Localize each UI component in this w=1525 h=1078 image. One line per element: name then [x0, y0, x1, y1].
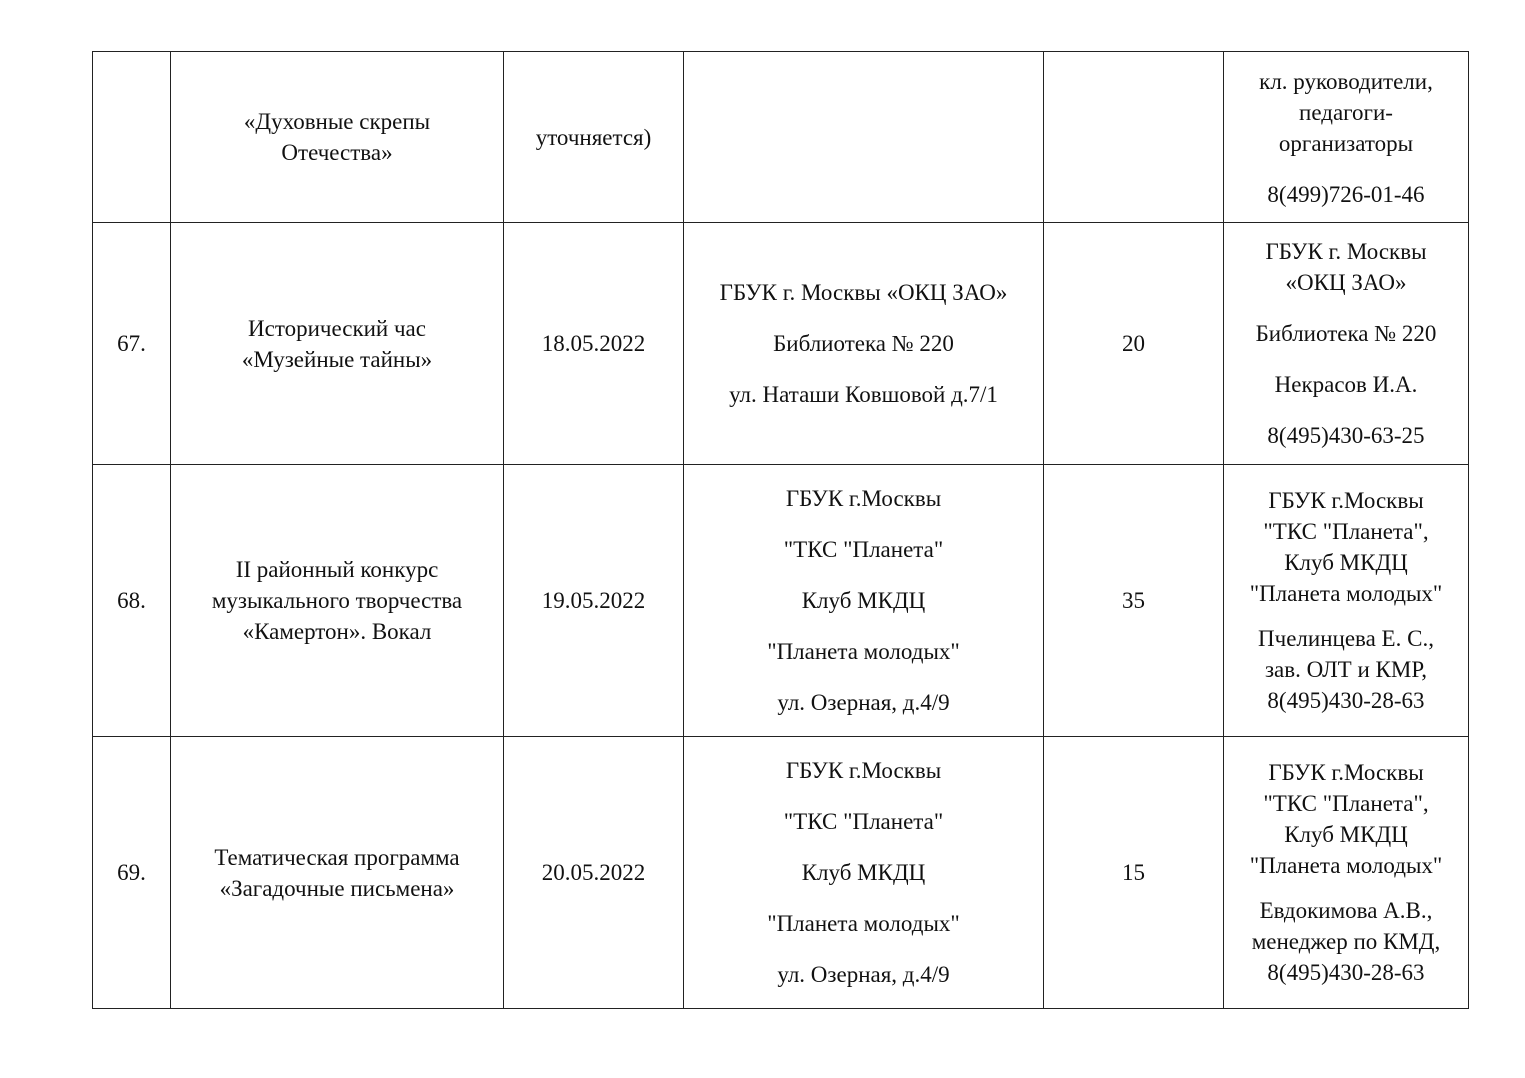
- responsible-line: менеджер по КМД,: [1251, 929, 1441, 954]
- responsible-line: ГБУК г. Москвы: [1265, 239, 1427, 264]
- event-line: Тематическая программа: [214, 844, 460, 870]
- venue-line: ГБУК г.Москвы: [785, 486, 942, 511]
- responsible-line: педагоги-: [1299, 100, 1393, 125]
- row-number: [93, 52, 171, 223]
- venue-line: ГБУК г.Москвы: [785, 758, 942, 783]
- responsible-phone: 8(495)430-28-63: [1267, 960, 1425, 985]
- table-row: [93, 737, 1469, 1009]
- responsible-line: Некрасов И.А.: [1274, 372, 1418, 397]
- responsible-line: "ТКС "Планета",: [1263, 791, 1429, 816]
- event-line: Отечества»: [281, 140, 393, 165]
- responsible-line: кл. руководители,: [1259, 69, 1433, 94]
- responsible-phone: 8(499)726-01-46: [1267, 182, 1425, 207]
- venue-line: ул. Озерная, д.4/9: [777, 690, 950, 715]
- event-venue: [684, 465, 1044, 737]
- responsible-phone: 8(495)430-63-25: [1267, 423, 1425, 448]
- table-row: [93, 465, 1469, 737]
- responsible-line: "Планета молодых": [1249, 581, 1443, 606]
- row-number: 67.: [93, 223, 171, 465]
- event-date: 19.05.2022: [504, 465, 684, 737]
- venue-line: "ТКС "Планета": [783, 809, 944, 834]
- venue-line: ул. Озерная, д.4/9: [777, 962, 950, 987]
- participants-count: 15: [1044, 737, 1224, 1009]
- event-name: [171, 465, 504, 737]
- responsible-line: ГБУК г.Москвы: [1268, 488, 1424, 513]
- responsible-line: Библиотека № 220: [1255, 321, 1437, 346]
- venue-line: Клуб МКДЦ: [801, 588, 926, 613]
- responsible-line: Клуб МКДЦ: [1284, 822, 1408, 847]
- responsible-line: ГБУК г.Москвы: [1268, 760, 1424, 785]
- event-name: [171, 737, 504, 1009]
- event-line: «Духовные скрепы: [243, 109, 431, 134]
- event-venue: [684, 223, 1044, 465]
- table-row: [93, 223, 1469, 465]
- event-venue: [684, 52, 1044, 223]
- row-number: 68.: [93, 465, 171, 737]
- responsible-line: «ОКЦ ЗАО»: [1285, 270, 1407, 295]
- responsible-line: Пчелинцева Е. С.,: [1258, 626, 1434, 651]
- responsible-line: Клуб МКДЦ: [1284, 550, 1408, 575]
- participants-count: [1044, 52, 1224, 223]
- event-line: Исторический час: [248, 315, 426, 341]
- venue-line: "Планета молодых": [767, 911, 960, 936]
- event-name: [171, 52, 504, 223]
- row-number: 69.: [93, 737, 171, 1009]
- responsible-line: зав. ОЛТ и КМР,: [1264, 657, 1428, 682]
- event-line: «Камертон». Вокал: [242, 619, 432, 644]
- responsible-phone: 8(495)430-28-63: [1267, 688, 1425, 713]
- event-line: II районный конкурс: [235, 557, 439, 582]
- venue-line: Клуб МКДЦ: [801, 860, 926, 885]
- event-date: уточняется): [504, 52, 684, 223]
- responsible-line: организаторы: [1278, 131, 1414, 156]
- event-date: 18.05.2022: [504, 223, 684, 465]
- event-name: [171, 223, 504, 465]
- responsible: [1224, 737, 1469, 1009]
- responsible-line: "ТКС "Планета",: [1263, 519, 1429, 544]
- responsible-line: Евдокимова А.В.,: [1259, 898, 1433, 923]
- event-venue: [684, 737, 1044, 1009]
- venue-line: ул. Наташи Ковшовой д.7/1: [729, 382, 998, 407]
- responsible: [1224, 465, 1469, 737]
- venue-line: ГБУК г. Москвы «ОКЦ ЗАО»: [719, 280, 1008, 305]
- participants-count: 35: [1044, 465, 1224, 737]
- table-row: [93, 52, 1469, 223]
- venue-line: "Планета молодых": [767, 639, 960, 664]
- participants-count: 20: [1044, 223, 1224, 465]
- event-line: музыкального творчества: [211, 588, 463, 613]
- responsible-line: "Планета молодых": [1249, 853, 1443, 878]
- responsible: [1224, 52, 1469, 223]
- venue-line: Библиотека № 220: [773, 331, 954, 356]
- event-line: «Загадочные письмена»: [219, 875, 455, 901]
- events-table: [92, 51, 1469, 1009]
- event-date: 20.05.2022: [504, 737, 684, 1009]
- responsible: [1224, 223, 1469, 465]
- event-line: «Музейные тайны»: [241, 346, 433, 372]
- venue-line: "ТКС "Планета": [783, 537, 944, 562]
